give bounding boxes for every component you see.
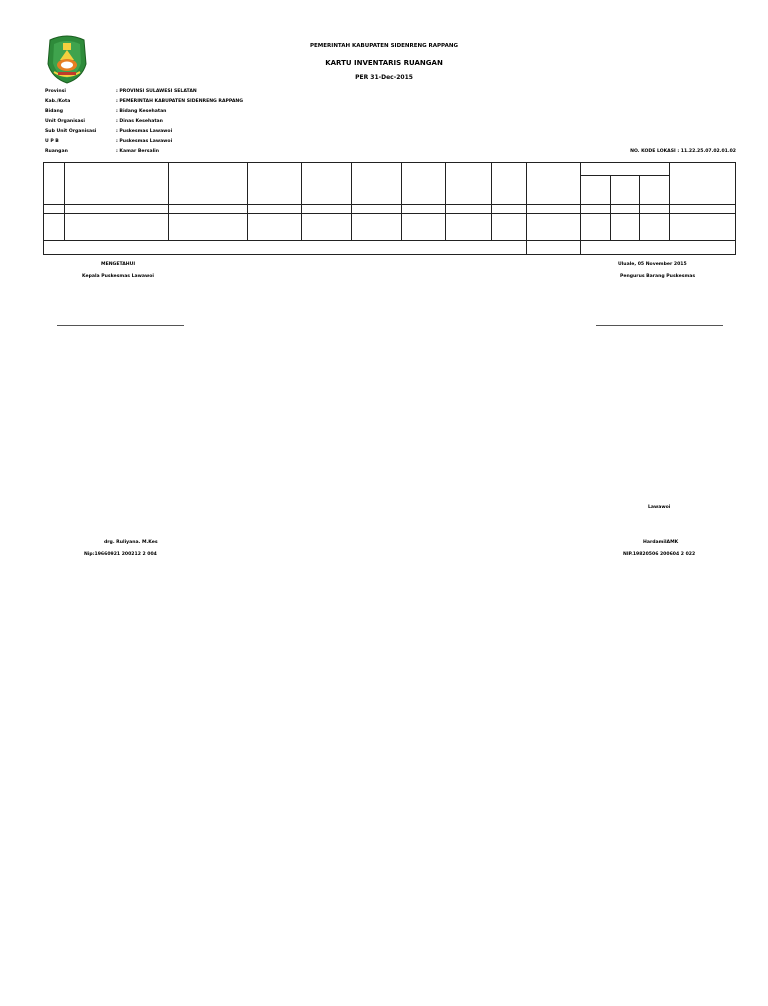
table-header-cell	[44, 163, 65, 205]
info-value-bidang: : Bidang Kesehatan	[116, 109, 167, 114]
info-value-subunit: : Puskesmas Lawawoi	[116, 129, 173, 134]
left-signature-line	[57, 325, 184, 326]
left-signer-role: Kepala Puskesmas Lawawoi	[82, 274, 154, 279]
table-row	[44, 205, 736, 214]
table-header-cell	[670, 163, 736, 205]
table-header-cell	[352, 163, 402, 205]
table-header-cell	[248, 163, 302, 205]
table-header-cell	[302, 163, 352, 205]
left-signer-name: drg. Ruliyana. M.Kes	[104, 540, 158, 545]
info-label-ruangan: Ruangan	[45, 149, 68, 154]
inventory-table	[43, 162, 736, 255]
info-label-kabkota: Kab./Kota	[45, 99, 71, 104]
table-header-cell	[581, 163, 670, 176]
place-date: Uluale, 05 November 2015	[618, 262, 687, 267]
table-header-cell	[402, 163, 446, 205]
right-signer-name: HardamilAMK	[643, 540, 679, 545]
table-header-cell	[446, 163, 492, 205]
info-value-ruangan: : Kamar Bersalin	[116, 149, 159, 154]
acknowledge-heading: MENGETAHUI	[101, 262, 136, 267]
table-header-cell	[169, 163, 248, 205]
table-header-cell	[640, 176, 670, 205]
left-signer-nip: Nip:19660921 200212 2 004	[84, 552, 157, 557]
info-label-provinsi: Provinsi	[45, 89, 66, 94]
info-value-provinsi: : PROVINSI SULAWESI SELATAN	[116, 89, 197, 94]
table-header-cell	[492, 163, 527, 205]
table-header-cell	[581, 176, 611, 205]
place-name: Lawawoi	[648, 505, 671, 510]
table-header-cell	[65, 163, 169, 205]
document-title: KARTU INVENTARIS RUANGAN	[325, 59, 443, 67]
table-row	[44, 214, 736, 241]
location-code: NO. KODE LOKASI : 11.22.25.07.02.01.02	[630, 149, 736, 154]
info-label-subunit: Sub Unit Organisasi	[45, 129, 97, 134]
info-value-unit: : Dinas Kesehatan	[116, 119, 163, 124]
right-signature-line	[596, 325, 723, 326]
info-label-upb: U P B	[45, 139, 59, 144]
table-header-cell	[527, 163, 581, 205]
info-value-kabkota: : PEMERINTAH KABUPATEN SIDENRENG RAPPANG	[116, 99, 243, 104]
right-signer-role: Pengurus Barang Puskesmas	[620, 274, 696, 279]
info-value-upb: : Puskesmas Lawawoi	[116, 139, 173, 144]
table-total-row	[44, 241, 736, 255]
period-label: PER 31-Dec-2015	[355, 74, 413, 81]
table-header-row	[44, 163, 736, 176]
government-name: PEMERINTAH KABUPATEN SIDENRENG RAPPANG	[310, 43, 458, 49]
info-label-unit: Unit Organisasi	[45, 119, 85, 124]
right-signer-nip: NIP.19820506 200604 2 022	[623, 552, 696, 557]
info-label-bidang: Bidang	[45, 109, 64, 114]
table-header-cell	[611, 176, 640, 205]
